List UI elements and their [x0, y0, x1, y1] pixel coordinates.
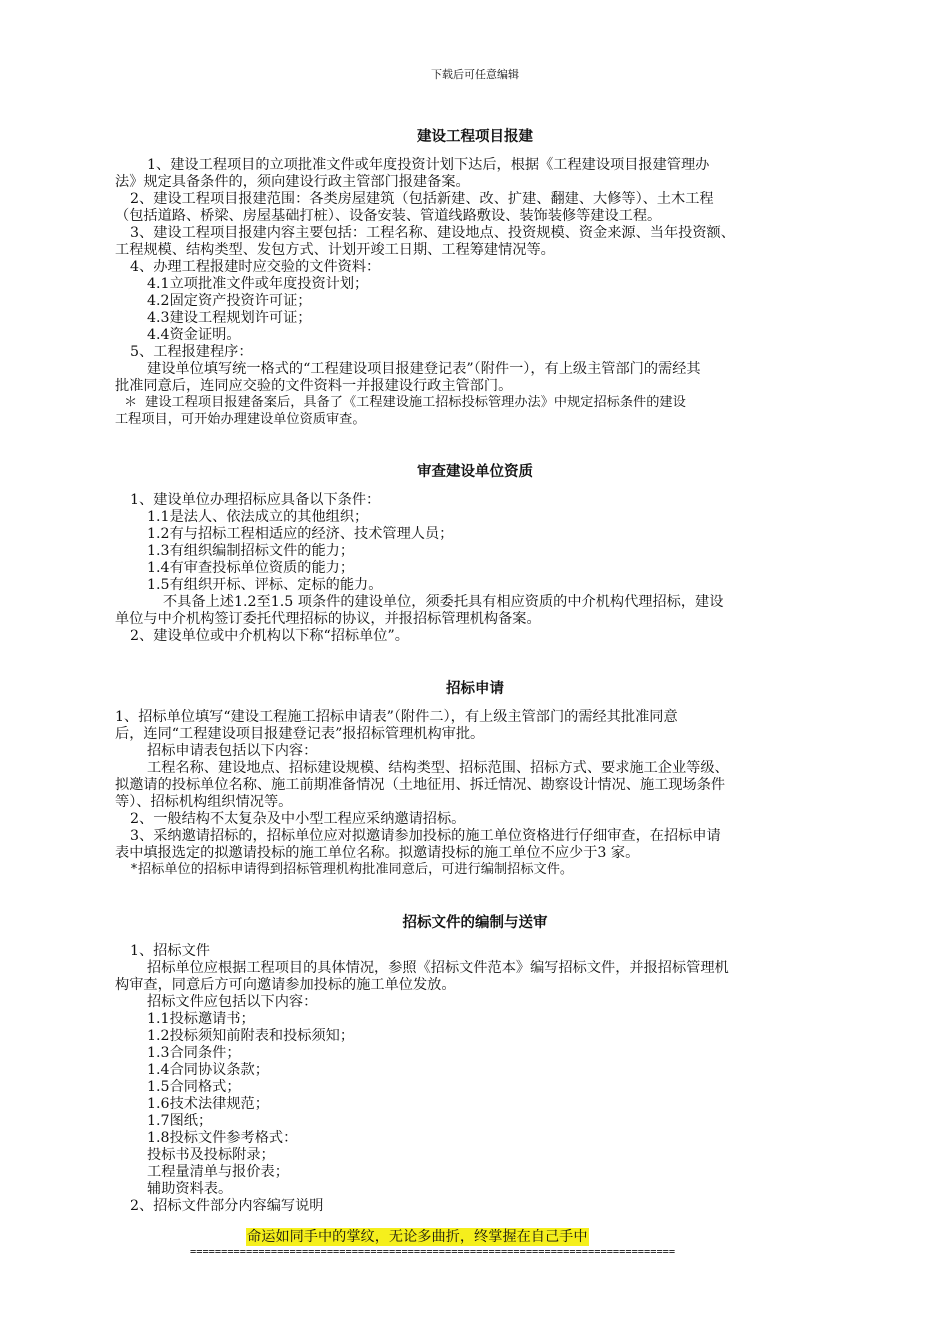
motto-banner: 命运如同手中的掌纹，无论多曲折，终掌握在自己手中	[247, 1229, 588, 1245]
paragraph-line: 招标文件应包括以下内容：	[147, 994, 318, 1010]
paragraph-line: 1、招标单位填写“建设工程施工招标申请表”（附件二），有上级主管部门的需经其批准同意	[115, 709, 678, 725]
paragraph-line: 拟邀请的投标单位名称、施工前期准备情况（土地征用、拆迁情况、勘察设计情况、施工现场条件	[115, 777, 726, 793]
paragraph-line: 1.8投标文件参考格式：	[147, 1130, 298, 1146]
paragraph-line: 1、建设工程项目的立项批准文件或年度投资计划下达后，根据《工程建设项目报建管理办	[147, 157, 710, 173]
paragraph-line: 3、建设工程项目报建内容主要包括：工程名称、建设地点、投资规模、资金来源、当年投资额、	[130, 225, 735, 241]
paragraph-line: 1.5有组织开标、评标、定标的能力。	[147, 577, 383, 593]
paragraph-line: 建设单位填写统一格式的“工程建设项目报建登记表”（附件一），有上级主管部门的需经其	[147, 361, 701, 377]
paragraph-line: 4.4资金证明。	[147, 327, 241, 343]
paragraph-line: 4.1立项批准文件或年度投资计划；	[147, 276, 369, 292]
paragraph-line: 4.3建设工程规划许可证；	[147, 310, 312, 326]
paragraph-line: 3、采纳邀请招标的，招标单位应对拟邀请参加投标的施工单位资格进行仔细审查，在招标申请	[130, 828, 721, 844]
page-header: 下载后可任意编辑	[431, 68, 519, 81]
note-line: *招标单位的招标申请得到招标管理机构批准同意后，可进行编制招标文件。	[130, 862, 574, 877]
paragraph-line: 工程量清单与报价表；	[147, 1164, 289, 1180]
paragraph-line: 辅助资料表。	[147, 1181, 233, 1197]
paragraph-line: 4.2固定资产投资许可证；	[147, 293, 312, 309]
paragraph-line: 后，连同“工程建设项目报建登记表”报招标管理机构审批。	[115, 726, 485, 742]
paragraph-line: 1.5合同格式；	[147, 1079, 241, 1095]
paragraph-line: 1、招标文件	[130, 943, 210, 959]
paragraph-line: 批准同意后，连同应交验的文件资料一并报建设行政主管部门。	[115, 378, 513, 394]
section-title: 审查建设单位资质	[417, 464, 533, 480]
paragraph-line: 1.2有与招标工程相适应的经济、技术管理人员；	[147, 526, 454, 542]
note-line: 工程项目，可开始办理建设单位资质审查。	[115, 412, 366, 427]
paragraph-line: 表中填报选定的拟邀请投标的施工单位名称。拟邀请投标的施工单位不应少于3 家。	[115, 845, 640, 861]
paragraph-line: 1.1是法人、依法成立的其他组织；	[147, 509, 369, 525]
section-title: 建设工程项目报建	[417, 129, 533, 145]
paragraph-line: 招标申请表包括以下内容：	[147, 743, 318, 759]
section-title: 招标申请	[446, 681, 504, 697]
paragraph-line: 1.7图纸；	[147, 1113, 213, 1129]
paragraph-line: 单位与中介机构签订委托代理招标的协议，并报招标管理机构备案。	[115, 611, 541, 627]
paragraph-line: 法》规定具备条件的，须向建设行政主管部门报建备案。	[115, 174, 470, 190]
paragraph-line: 1.3合同条件；	[147, 1045, 241, 1061]
paragraph-line: 1.4有审查投标单位资质的能力；	[147, 560, 355, 576]
note-line: ＊ 建设工程项目报建备案后，具备了《工程建设施工招标投标管理办法》中规定招标条件的建设	[124, 395, 686, 410]
divider-line: ==============================================================================	[190, 1246, 676, 1258]
paragraph-line: 投标书及投标附录；	[147, 1147, 275, 1163]
paragraph-line: 工程名称、建设地点、招标建设规模、结构类型、招标范围、招标方式、要求施工企业等级、	[147, 760, 729, 776]
paragraph-line: 1.6技术法律规范；	[147, 1096, 269, 1112]
paragraph-line: 2、一般结构不太复杂及中小型工程应采纳邀请招标。	[130, 811, 466, 827]
paragraph-line: （包括道路、桥梁、房屋基础打桩）、设备安装、管道线路敷设、装饰装修等建设工程。	[115, 208, 662, 224]
paragraph-line: 招标单位应根据工程项目的具体情况，参照《招标文件范本》编写招标文件，并报招标管理机	[147, 960, 729, 976]
paragraph-line: 5、工程报建程序：	[130, 344, 253, 360]
paragraph-line: 1、建设单位办理招标应具备以下条件：	[130, 492, 381, 508]
paragraph-line: 2、建设单位或中介机构以下称“招标单位”。	[130, 628, 409, 644]
section-title: 招标文件的编制与送审	[402, 915, 548, 931]
paragraph-line: 1.1投标邀请书；	[147, 1011, 255, 1027]
paragraph-line: 构审查，同意后方可向邀请参加投标的施工单位发放。	[115, 977, 456, 993]
paragraph-line: 2、建设工程项目报建范围：各类房屋建筑（包括新建、改、扩建、翻建、大修等）、土木工程	[130, 191, 714, 207]
paragraph-line: 1.3有组织编制招标文件的能力；	[147, 543, 355, 559]
paragraph-line: 1.2投标须知前附表和投标须知；	[147, 1028, 355, 1044]
paragraph-line: 2、招标文件部分内容编写说明	[130, 1198, 324, 1214]
paragraph-line: 4、办理工程报建时应交验的文件资料：	[130, 259, 381, 275]
paragraph-line: 工程规模、结构类型、发包方式、计划开竣工日期、工程筹建情况等。	[115, 242, 555, 258]
paragraph-line: 等）、招标机构组织情况等。	[115, 794, 293, 810]
paragraph-line: 不具备上述1.2至1.5 项条件的建设单位，须委托具有相应资质的中介机构代理招标，建设	[163, 594, 724, 610]
paragraph-line: 1.4合同协议条款；	[147, 1062, 269, 1078]
